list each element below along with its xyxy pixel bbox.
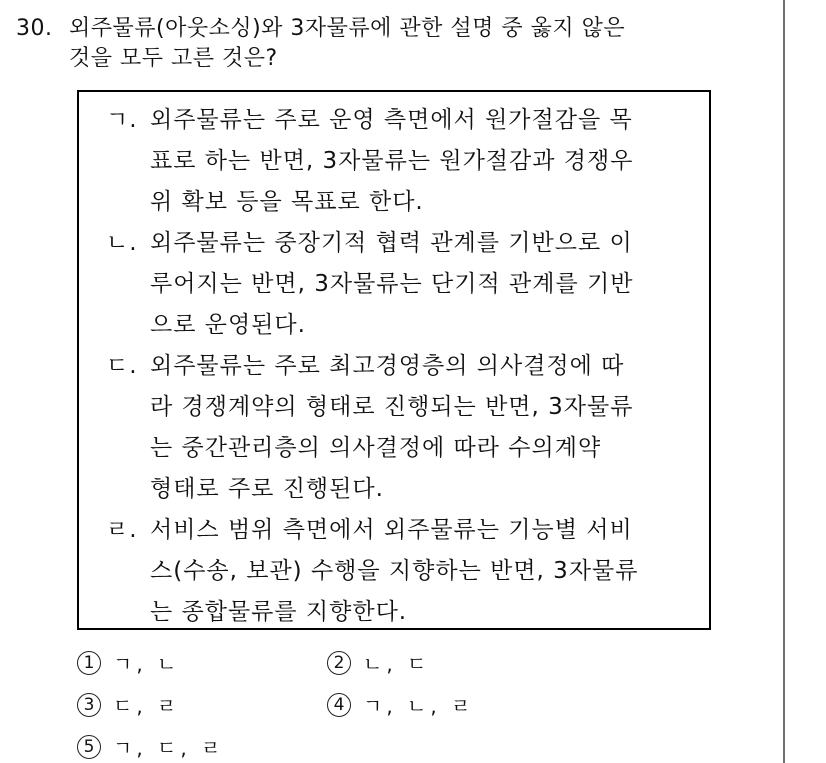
choice-4[interactable] bbox=[327, 690, 474, 719]
statement-line: 외주물류는 주로 운영 측면에서 원가절감을 목 bbox=[150, 107, 633, 133]
statement-line: 외주물류는 중장기적 협력 관계를 기반으로 이 bbox=[150, 230, 633, 256]
statement-line: 형태로 주로 진행된다. bbox=[150, 476, 384, 502]
choice-2[interactable] bbox=[327, 648, 430, 677]
question-text-2: 것을 모두 고른 것은? bbox=[69, 46, 278, 71]
column-divider bbox=[783, 0, 785, 763]
statement-line: 서비스 범위 측면에서 외주물류는 기능별 서비 bbox=[150, 517, 633, 543]
statement-c bbox=[106, 346, 696, 510]
choice-value: ㄱ, ㄴ, ㄹ bbox=[363, 694, 475, 718]
statement-line: 위 확보 등을 목표로 한다. bbox=[150, 189, 424, 215]
choice-value: ㄴ, ㄷ bbox=[363, 652, 431, 676]
statement-box bbox=[77, 90, 711, 630]
statement-line: 루어지는 반면, 3자물류는 단기적 관계를 기반 bbox=[150, 271, 634, 297]
statement-line: 으로 운영된다. bbox=[150, 312, 306, 338]
statement-line: 표로 하는 반면, 3자물류는 원가절감과 경쟁우 bbox=[150, 148, 634, 174]
choice-value: ㄷ, ㄹ bbox=[113, 694, 181, 718]
choice-value: ㄱ, ㄴ bbox=[113, 652, 181, 676]
statement-a bbox=[106, 100, 696, 223]
choice-number-icon: 1 bbox=[77, 651, 101, 675]
statement-line: 는 중간관리층의 의사결정에 따라 수의계약 bbox=[150, 435, 602, 461]
question-stem bbox=[16, 14, 736, 74]
choice-number-icon: 4 bbox=[327, 693, 351, 717]
statement-marker: ㄹ. bbox=[106, 517, 138, 543]
choice-3[interactable] bbox=[77, 690, 180, 719]
question-line-1 bbox=[16, 14, 736, 44]
choice-5[interactable] bbox=[77, 732, 224, 761]
statement-line: 외주물류는 주로 최고경영층의 의사결정에 따 bbox=[150, 353, 625, 379]
choice-number-icon: 2 bbox=[327, 651, 351, 675]
statement-b bbox=[106, 223, 696, 346]
question-text-1: 외주물류(아웃소싱)와 3자물류에 관한 설명 중 옳지 않은 bbox=[69, 16, 626, 41]
statement-marker: ㄱ. bbox=[106, 107, 138, 133]
statement-line: 라 경쟁계약의 형태로 진행되는 반면, 3자물류 bbox=[150, 394, 634, 420]
choice-1[interactable] bbox=[77, 648, 180, 677]
statement-line: 는 종합물류를 지향한다. bbox=[150, 599, 408, 625]
statement-d bbox=[106, 510, 696, 633]
choice-value: ㄱ, ㄷ, ㄹ bbox=[113, 736, 225, 760]
choice-number-icon: 5 bbox=[77, 735, 101, 759]
statement-marker: ㄷ. bbox=[106, 353, 138, 379]
choice-number-icon: 3 bbox=[77, 693, 101, 717]
statement-marker: ㄴ. bbox=[106, 230, 138, 256]
statement-line: 스(수송, 보관) 수행을 지향하는 반면, 3자물류 bbox=[150, 558, 639, 584]
question-number: 30. bbox=[16, 16, 53, 41]
